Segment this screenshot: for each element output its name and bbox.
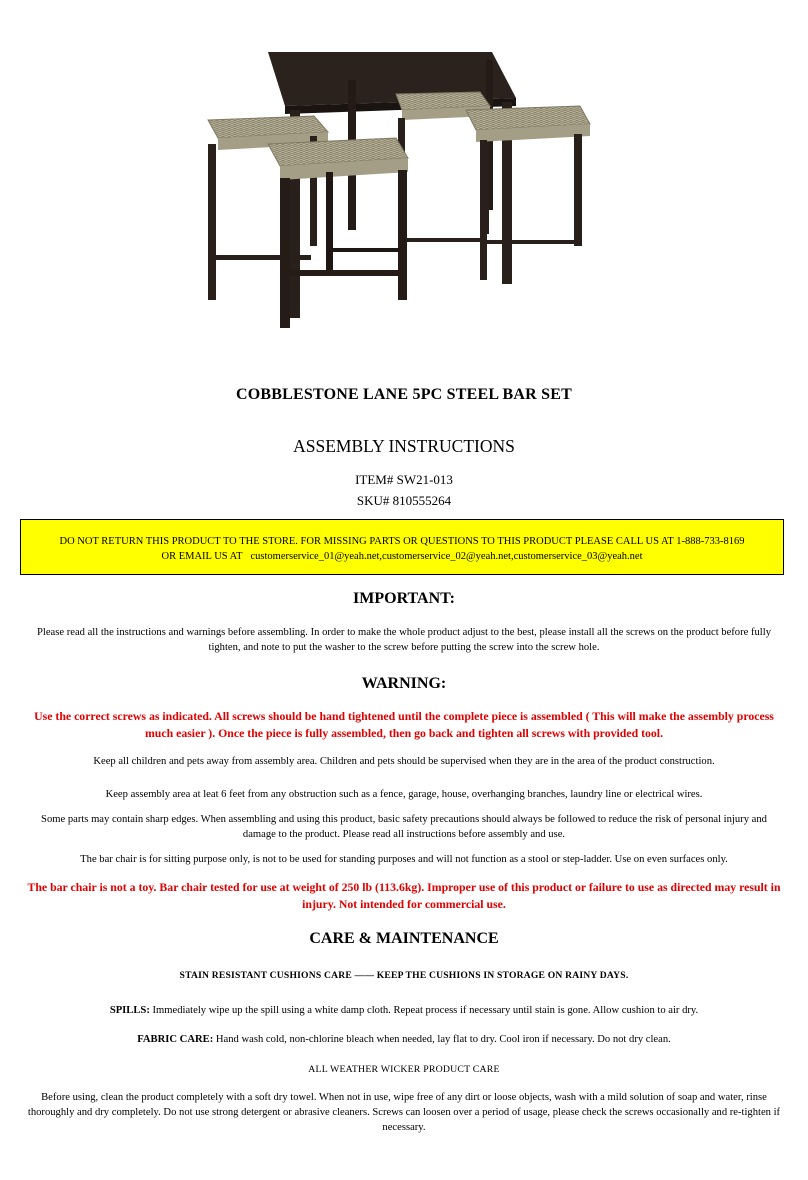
important-heading: IMPORTANT: bbox=[353, 590, 455, 607]
notice-email-prefix: OR EMAIL US AT bbox=[161, 551, 243, 562]
warning-paragraph-3: Some parts may contain sharp edges. When assembling and using this product, basic safety precautions should always be followed to reduce the risk of personal injury and damage to the product. Please read all instructions before assembly and use. bbox=[41, 814, 767, 840]
wicker-care-text: Before using, clean the product completely with a soft dry towel. When not in use, wipe free of any dirt or loose objects, wash with a mild solution of soap and water, rinse thoroughly and dry completely. Do not use strong detergent or abrasive cleaners. Screws can loosen over a period of usage, please check the screws occasionally and re-tighten if necessary. bbox=[27, 1092, 781, 1133]
warning-heading: WARNING: bbox=[361, 675, 447, 692]
item-number: ITEM# SW21-013 bbox=[355, 472, 453, 487]
warning-paragraph-2: Keep assembly area at leat 6 feet from any obstruction such as a fence, garage, house, overhanging branches, laundry line or electrical wires. bbox=[105, 789, 703, 800]
wicker-care-title: ALL WEATHER WICKER PRODUCT CARE bbox=[308, 1064, 500, 1075]
fabric-care-paragraph bbox=[26, 1032, 782, 1047]
notice-line-1: DO NOT RETURN THIS PRODUCT TO THE STORE. FOR MISSING PARTS OR QUESTIONS TO THIS PRODUCT PLEASE CALL US AT 1-888-733-8169 bbox=[59, 536, 745, 547]
notice-emails: customerservice_01@yeah.net,customerservice_02@yeah.net,customerservice_03@yeah.net bbox=[250, 551, 643, 562]
product-image bbox=[190, 40, 610, 340]
return-notice-box bbox=[20, 519, 784, 575]
fabric-care-text: Hand wash cold, non-chlorine bleach when needed, lay flat to dry. Cool iron if necessary. Do not dry clean. bbox=[215, 1034, 671, 1045]
cushions-care-title: STAIN RESISTANT CUSHIONS CARE —— KEEP THE CUSHIONS IN STORAGE ON RAINY DAYS. bbox=[179, 970, 629, 981]
document-title: COBBLESTONE LANE 5PC STEEL BAR SET bbox=[236, 386, 572, 403]
sku-number: SKU# 810555264 bbox=[356, 493, 452, 508]
spills-label: SPILLS: bbox=[109, 1005, 150, 1016]
warning-paragraph-1: Keep all children and pets away from assembly area. Children and pets should be supervised when they are in the area of the product construction. bbox=[93, 756, 715, 767]
important-text: Please read all the instructions and warnings before assembling. In order to make the whole product adjust to the best, please install all the screws on the product before fully tighten, and note to put the washer to the screw before putting the screw into the screw hole. bbox=[37, 627, 771, 653]
spills-text: Immediately wipe up the spill using a white damp cloth. Repeat process if necessary until stain is gone. Allow cushion to air dry. bbox=[152, 1005, 699, 1016]
fabric-care-label: FABRIC CARE: bbox=[137, 1034, 214, 1045]
spills-paragraph bbox=[26, 1003, 782, 1018]
care-heading: CARE & MAINTENANCE bbox=[309, 930, 499, 947]
warning-red-text-1: Use the correct screws as indicated. All screws should be hand tightened until the complete piece is assembled ( This will make the assembly process much easier ). Once the piece is fully assembled, then go back and tighten all screws with provided tool. bbox=[34, 709, 774, 740]
document-subtitle: ASSEMBLY INSTRUCTIONS bbox=[293, 436, 515, 456]
warning-paragraph-4: The bar chair is for sitting purpose only, is not to be used for standing purposes and will not function as a stool or step-ladder. Use on even surfaces only. bbox=[80, 854, 728, 865]
warning-red-text-2: The bar chair is not a toy. Bar chair tested for use at weight of 250 lb (113.6kg). Improper use of this product or failure to use as directed may result in injury. Not intended for commercial use. bbox=[27, 880, 781, 911]
notice-line-2 bbox=[21, 549, 783, 564]
